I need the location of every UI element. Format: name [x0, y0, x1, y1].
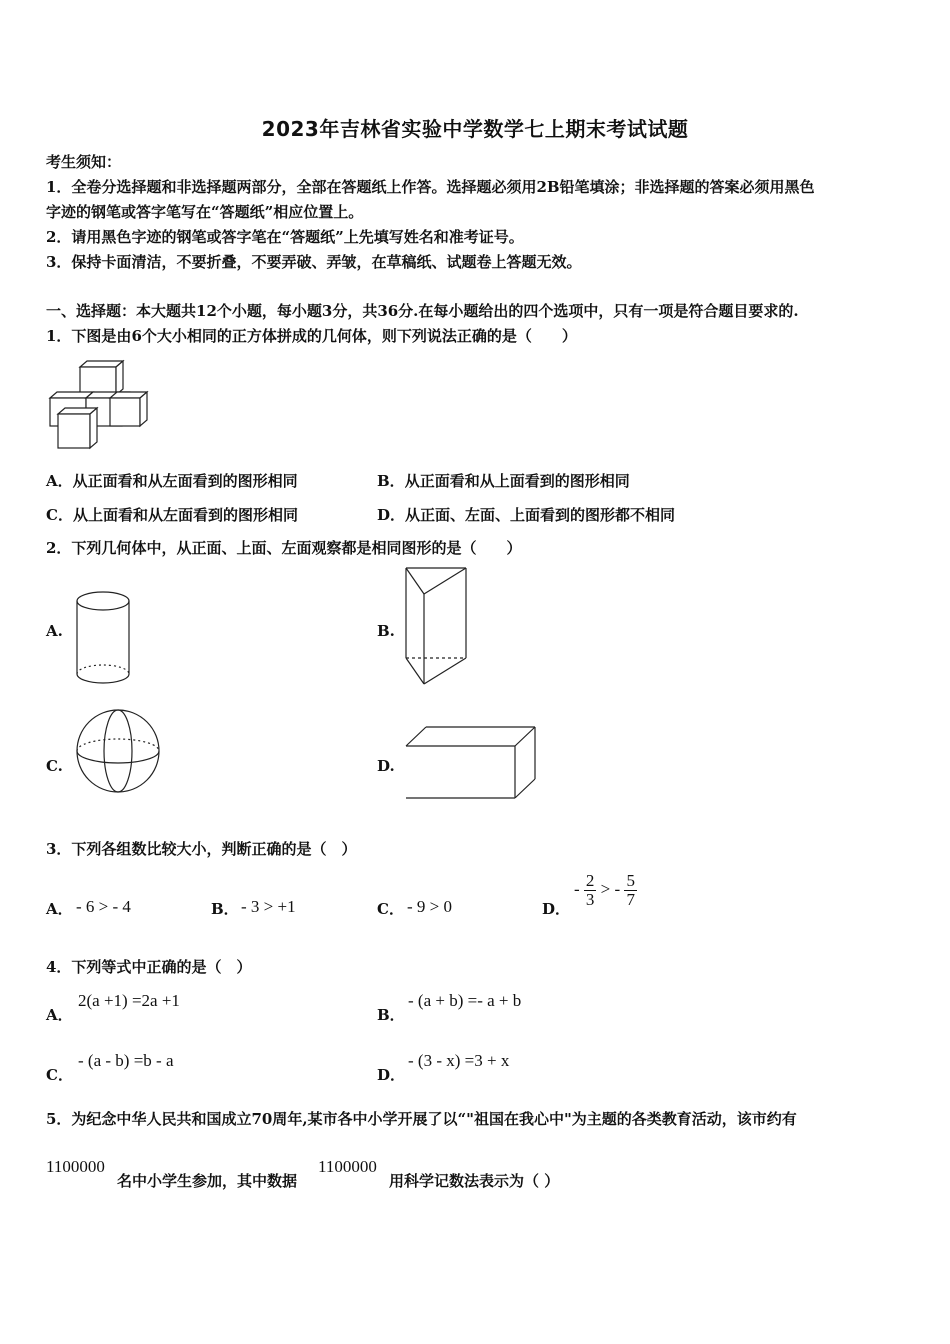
- fraction: [624, 872, 637, 909]
- notice-line: 1．全卷分选择题和非选择题两部分，全部在答题纸上作答。选择题必须用2B铅笔填涂；非选择题的答案必须用黑色: [46, 178, 815, 196]
- fraction: [584, 872, 597, 909]
- notice-line: 2．请用黑色字迹的钢笔或答字笔在“答题纸”上先填写姓名和准考证号。: [46, 228, 524, 246]
- q2-option-a-label[interactable]: A.: [46, 622, 63, 640]
- q5-number: 1100000: [46, 1157, 105, 1176]
- q4-option-d-expr: - (3 - x) =3 + x: [408, 1051, 510, 1070]
- denominator: 7: [626, 890, 635, 909]
- option-text: 从正面看和从上面看到的图形相同: [404, 472, 630, 490]
- q4-option-a-label[interactable]: A．: [46, 1006, 73, 1024]
- q4-option-b-expr: - (a + b) =- a + b: [408, 991, 522, 1010]
- q2-option-d-label[interactable]: D.: [377, 757, 395, 775]
- numerator: 5: [626, 871, 635, 890]
- page-title: 2023年吉林省实验中学数学七上期末考试试题: [261, 117, 689, 141]
- minus-sign: -: [574, 879, 580, 899]
- rectangular-prism-figure: [404, 724, 538, 800]
- q2-option-b-label[interactable]: B.: [377, 622, 395, 640]
- q3-option-d-expr: [574, 872, 637, 909]
- option-text: 从正面看和从左面看到的图形相同: [72, 472, 298, 490]
- greater-than: >: [600, 879, 611, 899]
- question-4-stem: 4．下列等式中正确的是（ ）: [46, 958, 252, 976]
- q1-option-c[interactable]: [46, 504, 298, 525]
- q3-option-b-label[interactable]: B．: [211, 900, 239, 918]
- q4-option-a-expr: 2(a +1) =2a +1: [78, 991, 180, 1010]
- q3-option-a-label[interactable]: A．: [46, 900, 73, 918]
- q1-option-a[interactable]: [46, 470, 298, 491]
- q5-text: 名中小学生参加，其中数据: [117, 1172, 298, 1190]
- sphere-figure: [74, 708, 164, 796]
- q4-option-c-label[interactable]: C．: [46, 1066, 73, 1084]
- q5-text: 用科学记数法表示为（ ）: [389, 1172, 560, 1190]
- notice-line: 3．保持卡面清洁，不要折叠，不要弄破、弄皱，在草稿纸、试题卷上答题无效。: [46, 253, 582, 271]
- q5-number: 1100000: [318, 1157, 377, 1176]
- denominator: 3: [585, 890, 595, 909]
- minus-sign: -: [614, 879, 621, 899]
- q1-option-b[interactable]: [377, 470, 630, 491]
- question-1-stem: 1．下图是由6个大小相同的正方体拼成的几何体，则下列说法正确的是（ ）: [46, 327, 577, 345]
- q2-option-c-label[interactable]: C.: [46, 757, 63, 775]
- option-text: 从正面、左面、上面看到的图形都不相同: [405, 506, 676, 524]
- option-text: 从上面看和从左面看到的图形相同: [72, 506, 298, 524]
- q4-option-c-expr: - (a - b) =b - a: [78, 1051, 174, 1070]
- notice-line: 字迹的钢笔或答字笔写在“答题纸”相应位置上。: [46, 203, 364, 221]
- q3-option-c-label[interactable]: C．: [377, 900, 404, 918]
- section-heading: 一、选择题：本大题共12个小题，每小题3分，共36分.在每小题给出的四个选项中，只有一项是符合题目要求的.: [46, 302, 799, 320]
- question-3-stem: 3．下列各组数比较大小，判断正确的是（ ）: [46, 840, 357, 858]
- question-2-stem: 2．下列几何体中，从正面、上面、左面观察都是相同图形的是（ ）: [46, 539, 522, 557]
- cylinder-figure: [74, 590, 134, 686]
- q3-option-b-expr: - 3 > +1: [241, 897, 296, 916]
- cube-assembly-figure: [46, 358, 150, 454]
- q4-option-b-label[interactable]: B．: [377, 1006, 405, 1024]
- question-5-stem: 5．为纪念中华人民共和国成立70周年,某市各中小学开展了以“"祖国在我心中"为主题的各类教育活动，该市约有: [46, 1110, 797, 1128]
- option-label: C．: [46, 506, 73, 524]
- q3-option-d-label[interactable]: D．: [542, 900, 571, 918]
- q1-option-d[interactable]: [377, 504, 675, 525]
- option-label: B．: [377, 472, 405, 490]
- option-label: A．: [46, 472, 73, 490]
- q3-option-c-expr: - 9 > 0: [407, 897, 452, 916]
- q4-option-d-label[interactable]: D．: [377, 1066, 406, 1084]
- triangular-prism-figure: [404, 566, 470, 688]
- q3-option-a-expr: - 6 > - 4: [76, 897, 131, 916]
- notice-heading: 考生须知：: [46, 153, 122, 171]
- option-label: D．: [377, 506, 406, 524]
- numerator: 2: [585, 871, 595, 890]
